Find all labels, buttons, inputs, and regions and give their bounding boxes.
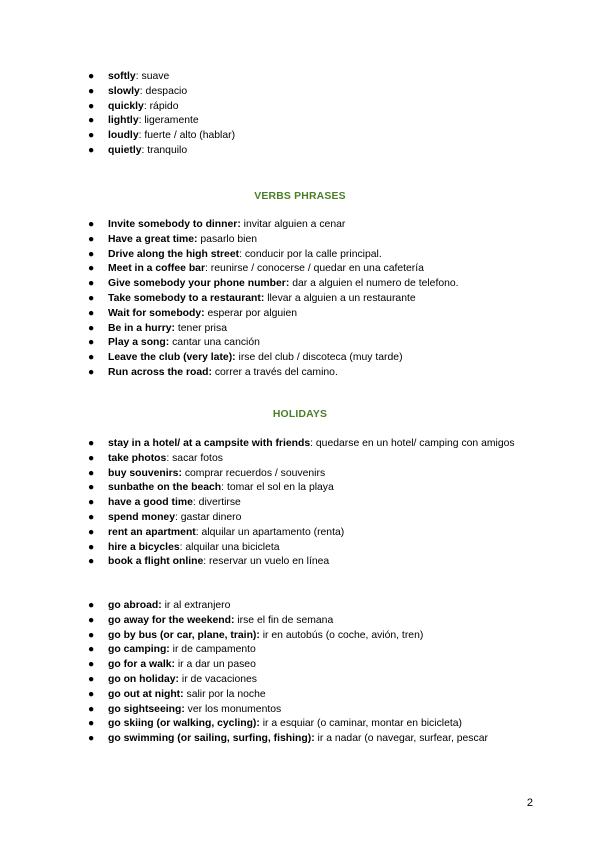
vocab-definition: ligeramente [144, 115, 199, 127]
list-item [88, 248, 528, 263]
vocab-term: rent an apartment [108, 526, 196, 538]
term-separator: : [138, 115, 145, 127]
term-separator: : [192, 497, 199, 509]
holidays-heading: HOLIDAYS [272, 409, 328, 420]
vocab-definition: dar a alguien el numero de telefono. [292, 278, 459, 290]
list-item [88, 233, 528, 248]
list-item [88, 629, 528, 644]
vocab-term: Run across the road: [108, 366, 212, 378]
vocab-term: loudly [108, 130, 139, 142]
term-separator: : [143, 100, 150, 112]
list-item [88, 114, 528, 129]
list-item [88, 703, 528, 718]
vocab-term: go by bus (or car, plane, train): [108, 629, 260, 641]
bullet-icon: ● [88, 115, 95, 127]
list-item [88, 144, 528, 159]
term-separator: : [310, 438, 316, 449]
bullet-icon: ● [88, 144, 95, 156]
bullet-icon: ● [88, 366, 95, 378]
bullet-icon: ● [88, 541, 95, 553]
bullet-icon: ● [88, 467, 95, 479]
term-separator: : [205, 263, 211, 275]
term-separator: : [221, 482, 227, 494]
bullet-icon: ● [88, 307, 95, 319]
vocab-definition: irse el fin de semana [237, 614, 334, 626]
vocab-definition: correr a través del camino. [214, 366, 338, 378]
term-separator: : [135, 71, 142, 82]
bullet-icon: ● [88, 278, 95, 290]
list-item [88, 599, 528, 614]
vocab-term: go away for the weekend: [108, 614, 235, 626]
vocab-term: go abroad: [108, 600, 162, 611]
list-item [88, 292, 528, 307]
list-item [88, 336, 528, 351]
vocab-definition: esperar por alguien [207, 307, 298, 319]
list-item [88, 351, 528, 366]
vocab-definition: ir de campamento [172, 644, 256, 656]
vocab-term: sunbathe on the beach [108, 482, 222, 494]
bullet-icon: ● [88, 718, 95, 730]
list-item [88, 643, 528, 658]
list-item [88, 541, 528, 556]
list-item [88, 614, 528, 629]
vocab-definition: ver los monumentos [187, 703, 282, 715]
vocab-definition: comprar recuerdos / souvenirs [184, 467, 326, 479]
term-separator: : [166, 452, 173, 464]
vocab-term: have a good time [108, 497, 193, 509]
term-separator: : [139, 85, 146, 97]
list-item [88, 85, 528, 100]
bullet-icon: ● [88, 733, 95, 745]
vocab-term: Meet in a coffee bar [108, 263, 206, 275]
vocab-term: Be in a hurry: [108, 322, 175, 334]
bullet-icon: ● [88, 71, 95, 82]
bullet-icon: ● [88, 248, 95, 260]
vocab-definition: tranquilo [147, 144, 188, 156]
vocab-term: softly [108, 71, 136, 82]
vocab-term: quietly [108, 144, 142, 156]
list-item [88, 262, 528, 277]
bullet-icon: ● [88, 233, 95, 245]
vocab-term: Leave the club (very late): [108, 352, 236, 364]
term-separator: : [195, 526, 202, 538]
vocab-term: Invite somebody to dinner: [108, 219, 241, 230]
bullet-icon: ● [88, 703, 95, 715]
list-item [88, 526, 528, 541]
list-item [88, 307, 528, 322]
bullet-icon: ● [88, 556, 95, 568]
vocab-term: Play a song: [108, 337, 170, 349]
term-separator: : [203, 556, 210, 568]
vocab-definition: despacio [145, 85, 188, 97]
list-item [88, 277, 528, 292]
verbs-phrases-heading: VERBS PHRASES [254, 191, 346, 202]
vocab-term: spend money [108, 511, 175, 523]
vocab-term: lightly [108, 115, 139, 127]
vocab-definition: reservar un vuelo en línea [209, 556, 330, 568]
bullet-icon: ● [88, 438, 95, 449]
vocab-definition: ir a dar un paseo [177, 659, 256, 671]
bullet-icon: ● [88, 322, 95, 334]
vocab-term: stay in a hotel/ at a campsite with friends [108, 438, 311, 449]
vocab-definition: gastar dinero [180, 511, 242, 523]
bullet-icon: ● [88, 629, 95, 641]
bullet-icon: ● [88, 130, 95, 142]
list-item [88, 658, 528, 673]
vocab-term: quickly [108, 100, 144, 112]
vocab-definition: conducir por la calle principal. [244, 248, 382, 260]
vocab-term: take photos [108, 452, 167, 464]
list-item [88, 673, 528, 688]
vocab-definition: quedarse en un hotel/ camping con amigos [315, 438, 515, 449]
list-item [88, 717, 528, 732]
vocab-term: slowly [108, 85, 140, 97]
vocab-definition: invitar alguien a cenar [243, 219, 346, 230]
vocab-term: go skiing (or walking, cycling): [108, 718, 260, 730]
list-item [88, 511, 528, 526]
vocab-definition: fuerte / alto (hablar) [144, 130, 236, 142]
list-item [88, 467, 528, 482]
list-item [88, 452, 528, 467]
vocab-definition: reunirse / conocerse / quedar en una cafetería [210, 263, 424, 275]
vocab-term: Drive along the high street [108, 248, 240, 260]
holidays-list-a [88, 437, 528, 570]
list-item [88, 732, 528, 747]
list-item [88, 496, 528, 511]
bullet-icon: ● [88, 337, 95, 349]
vocab-definition: ir en autobús (o coche, avión, tren) [262, 629, 424, 641]
bullet-icon: ● [88, 644, 95, 656]
bullet-icon: ● [88, 292, 95, 304]
vocab-term: go camping: [108, 644, 170, 656]
vocab-term: book a flight online [108, 556, 204, 568]
vocab-definition: salir por la noche [186, 688, 266, 700]
list-item [88, 70, 528, 85]
vocab-definition: rápido [149, 100, 179, 112]
vocab-term: go for a walk: [108, 659, 175, 671]
bullet-icon: ● [88, 85, 95, 97]
bullet-icon: ● [88, 263, 95, 275]
vocab-definition: alquilar un apartamento (renta) [201, 526, 345, 538]
term-separator: : [141, 144, 148, 156]
list-item [88, 100, 528, 115]
vocab-term: go swimming (or sailing, surfing, fishing): [108, 733, 315, 745]
vocab-definition: ir al extranjero [164, 600, 231, 611]
vocab-definition: ir a esquiar (o caminar, montar en bicicleta) [262, 718, 462, 730]
list-item [88, 555, 528, 570]
bullet-icon: ● [88, 452, 95, 464]
list-item [88, 322, 528, 337]
adverbs-list [88, 70, 528, 159]
vocab-definition: ir a nadar (o navegar, surfear, pescar [317, 733, 488, 745]
vocab-definition: divertirse [198, 497, 241, 509]
bullet-icon: ● [88, 511, 95, 523]
list-item [88, 481, 528, 496]
vocab-definition: llevar a alguien a un restaurante [267, 292, 416, 304]
holidays-list-b [88, 599, 528, 747]
term-separator: : [138, 130, 145, 142]
vocab-definition: cantar una canción [172, 337, 260, 349]
bullet-icon: ● [88, 688, 95, 700]
term-separator: : [179, 541, 186, 553]
bullet-icon: ● [88, 659, 95, 671]
bullet-icon: ● [88, 482, 95, 494]
bullet-icon: ● [88, 600, 95, 611]
vocab-term: go sightseeing: [108, 703, 185, 715]
vocab-term: buy souvenirs: [108, 467, 182, 479]
vocab-definition: pasarlo bien [200, 233, 258, 245]
bullet-icon: ● [88, 219, 95, 230]
vocab-term: go on holiday: [108, 673, 179, 685]
list-item [88, 129, 528, 144]
vocab-term: go out at night: [108, 688, 184, 700]
vocab-term: hire a bicycles [108, 541, 180, 553]
list-item [88, 366, 528, 381]
bullet-icon: ● [88, 100, 95, 112]
list-item [88, 437, 528, 452]
vocab-term: Wait for somebody: [108, 307, 205, 319]
vocab-definition: tener prisa [177, 322, 227, 334]
bullet-icon: ● [88, 497, 95, 509]
vocab-term: Have a great time: [108, 233, 198, 245]
vocab-definition: tomar el sol en la playa [226, 482, 334, 494]
vocab-term: Give somebody your phone number: [108, 278, 290, 290]
bullet-icon: ● [88, 352, 95, 364]
bullet-icon: ● [88, 614, 95, 626]
vocab-term: Take somebody to a restaurant: [108, 292, 265, 304]
verbs-phrases-list [88, 218, 528, 381]
vocab-definition: irse del club / discoteca (muy tarde) [238, 352, 403, 364]
vocab-definition: ir de vacaciones [181, 673, 257, 685]
bullet-icon: ● [88, 673, 95, 685]
page-number: 2 [526, 797, 533, 809]
term-separator: : [239, 248, 245, 260]
vocab-definition: sacar fotos [172, 452, 223, 464]
list-item [88, 688, 528, 703]
bullet-icon: ● [88, 526, 95, 538]
vocab-definition: suave [141, 71, 170, 82]
vocab-definition: alquilar una bicicleta [185, 541, 280, 553]
list-item [88, 218, 528, 233]
term-separator: : [174, 511, 181, 523]
